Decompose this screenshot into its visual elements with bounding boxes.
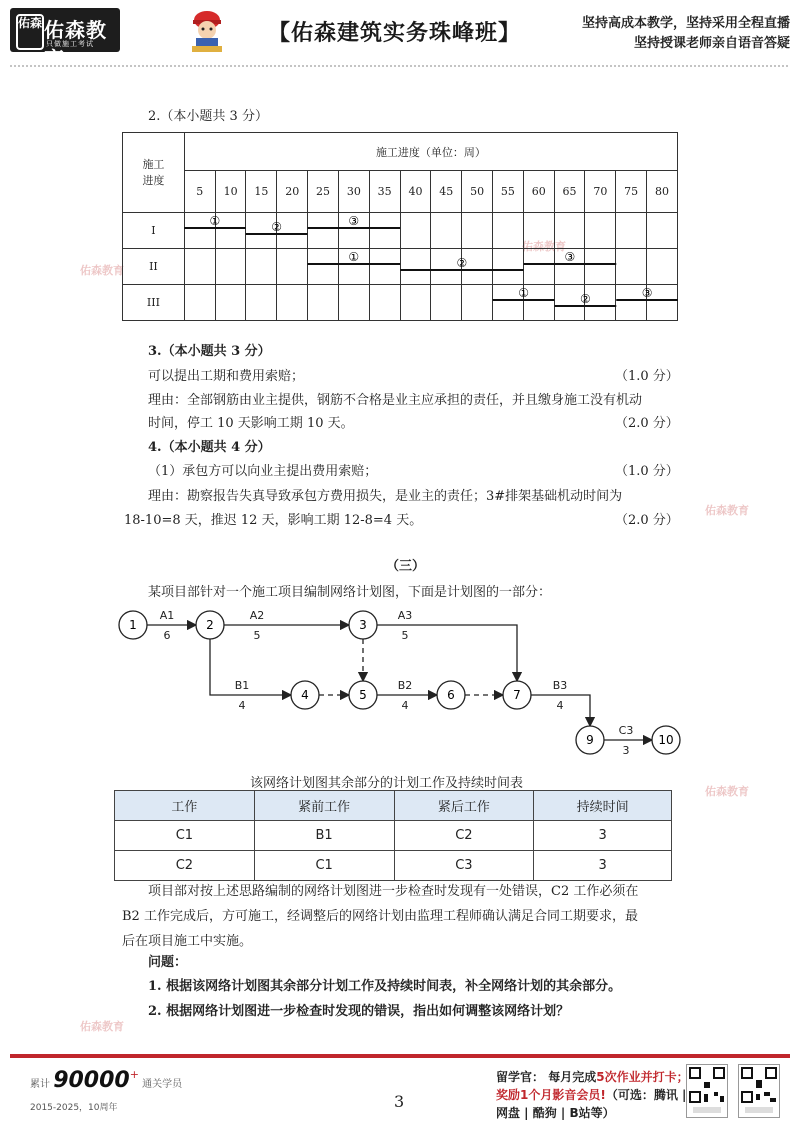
network-node-label: 2: [206, 618, 214, 632]
grid-cell: [338, 285, 369, 321]
work-table-header: 紧后工作: [394, 791, 534, 821]
grid-cell: [647, 285, 678, 321]
grid-cell: [338, 213, 369, 249]
para-line3: 后在项目施工中实施。: [122, 934, 253, 949]
grid-cell: [308, 285, 339, 321]
q4-line3: 18-10=8 天，推迟 12 天，影响工期 12-8=4 天。: [124, 513, 423, 528]
grid-cell: [369, 285, 400, 321]
para-line1: 项目部对按上述思路编制的网络计划图进一步检查时发现有一处错误，C2 工作必须在: [148, 884, 639, 899]
work-table: [114, 790, 672, 881]
week-header: 5: [184, 171, 215, 213]
grid-cell: [462, 249, 493, 285]
gantt-bar-label: ①: [518, 286, 530, 300]
q3-heading: 3.（本小题共 3 分）: [148, 344, 271, 359]
activity-name: B3: [552, 679, 568, 692]
brand-logo: [10, 8, 120, 71]
q4-score1: （1.0 分）: [615, 464, 679, 479]
row-header-cell: [123, 133, 185, 213]
count-suffix: 通关学员: [142, 1079, 183, 1090]
footer-years: 2015-2025，10周年: [30, 1103, 118, 1113]
work-table-cell: C3: [394, 851, 534, 881]
para-line2: B2 工作完成后，方可施工，经调整后的网络计划由监理工程师确认满足合同工期要求，最: [122, 909, 638, 924]
grid-cell: [277, 249, 308, 285]
row-header: 施工进度: [142, 157, 165, 187]
grid-cell: [246, 213, 277, 249]
footer-bar: [10, 1054, 790, 1058]
section-intro: 某项目部针对一个施工项目编制网络计划图，下面是计划图的一部分：: [148, 585, 552, 600]
grid-cell: [492, 249, 523, 285]
promo-2a: 奖励1个月影音会员!: [496, 1088, 606, 1102]
grid-cell: [585, 249, 616, 285]
grid-cell: [523, 213, 554, 249]
watermark: 佑森教育: [705, 504, 749, 517]
grid-cell: [492, 213, 523, 249]
q3-score2: （2.0 分）: [615, 416, 679, 431]
page-number: 3: [394, 1092, 405, 1111]
grid-cell: [462, 285, 493, 321]
section-title: （三）: [386, 559, 426, 574]
network-node-label: 4: [301, 688, 309, 702]
work-table-header: 持续时间: [534, 791, 672, 821]
work-table-cell: C2: [394, 821, 534, 851]
activity-name: B2: [397, 679, 413, 692]
grid-cell: [215, 249, 246, 285]
grid-cell: [554, 213, 585, 249]
row-label: II: [123, 249, 185, 285]
week-header: 30: [338, 171, 369, 213]
grid-cell: [338, 249, 369, 285]
grid-cell: [647, 249, 678, 285]
watermark: 佑森教育: [522, 240, 566, 253]
activity-duration: 4: [238, 699, 246, 712]
gantt-bar-label: ②: [579, 292, 591, 306]
grid-cell: [184, 249, 215, 285]
week-header: 20: [277, 171, 308, 213]
grid-cell: [308, 249, 339, 285]
network-diagram: [0, 595, 800, 765]
header-slogans: [582, 14, 790, 54]
grid-cell: [277, 213, 308, 249]
grid-cell: [616, 285, 647, 321]
week-header: 40: [400, 171, 431, 213]
promo-3: 网盘 | 酷狗 | B站等）: [496, 1106, 615, 1120]
grid-cell: [215, 213, 246, 249]
gantt-bar-label: ②: [271, 220, 283, 234]
grid-cell: [184, 285, 215, 321]
q4-score2: （2.0 分）: [615, 513, 679, 528]
grid-cell: [246, 285, 277, 321]
q4-line1: （1）承包方可以向业主提出费用索赔；: [148, 464, 378, 479]
arrow-b1: [210, 639, 291, 695]
gantt-bar-label: ①: [209, 214, 221, 228]
qr-code-icon[interactable]: [738, 1064, 780, 1118]
week-header: 75: [616, 171, 647, 213]
count-number: 90000: [53, 1068, 130, 1093]
header-slogan-2: 坚持授课老师亲自语音答疑: [633, 36, 790, 51]
promo-1c: 5次作业并打卡；: [596, 1070, 689, 1084]
grid-cell: [246, 249, 277, 285]
activity-name: A3: [397, 609, 413, 622]
q4-line2: 理由：勘察报告失真导致承包方费用损失，是业主的责任；3#排架基础机动时间为: [148, 489, 623, 504]
grid-cell: [431, 249, 462, 285]
activity-duration: 4: [401, 699, 409, 712]
mascot-illustration: [182, 6, 232, 56]
grid-cell: [215, 285, 246, 321]
footer-promo: [496, 1068, 689, 1122]
network-node-label: 10: [658, 733, 674, 747]
promo-2b: （可选：腾讯 |: [605, 1088, 687, 1102]
activity-duration: 6: [163, 629, 171, 642]
question-2: 2. 根据网络计划图进一步检查时发现的错误，指出如何调整该网络计划？: [148, 1004, 570, 1019]
week-header: 10: [215, 171, 246, 213]
row-label: III: [123, 285, 185, 321]
network-node-label: 1: [129, 618, 137, 632]
gantt-bar-label: ②: [456, 256, 468, 270]
network-node-label: 5: [359, 688, 367, 702]
grid-cell: [277, 285, 308, 321]
grid-cell: [431, 213, 462, 249]
logo-seal: 佑森: [16, 14, 44, 50]
week-header: 25: [308, 171, 339, 213]
network-node-label: 3: [359, 618, 367, 632]
activity-duration: 4: [556, 699, 564, 712]
count-plus: +: [129, 1068, 139, 1081]
q4-heading: 4.（本小题共 4 分）: [148, 440, 271, 455]
grid-cell: [523, 285, 554, 321]
grid-cell: [492, 285, 523, 321]
activity-name: A2: [249, 609, 265, 622]
watermark: 佑森教育: [80, 264, 124, 277]
promo-1a: 留学官：: [496, 1070, 545, 1084]
q2-heading: 2.（本小题共 3 分）: [148, 109, 268, 124]
activity-duration: 3: [622, 744, 630, 757]
work-table-cell: 3: [534, 821, 672, 851]
q3-line2: 理由：全部钢筋由业主提供，钢筋不合格是业主应承担的责任，并且缴身施工没有机动: [148, 393, 643, 408]
header-divider: [0, 62, 800, 72]
gantt-bar-label: ③: [348, 214, 360, 228]
grid-cell: [616, 249, 647, 285]
progress-table: [122, 132, 678, 321]
watermark: 佑森教育: [705, 785, 749, 798]
work-table-header: 工作: [115, 791, 255, 821]
grid-cell: [184, 213, 215, 249]
logo-tagline: 只做施工考试: [46, 40, 94, 48]
grid-cell: [308, 213, 339, 249]
grid-cell: [585, 285, 616, 321]
activity-name: C3: [618, 724, 634, 737]
week-header: 70: [585, 171, 616, 213]
grid-cell: [400, 213, 431, 249]
grid-cell: [554, 249, 585, 285]
network-node-label: 9: [586, 733, 594, 747]
footer-count: [30, 1068, 182, 1093]
network-node-label: 6: [447, 688, 455, 702]
work-table-cell: B1: [254, 821, 394, 851]
header-slogan-1: 坚持高成本教学，坚持采用全程直播: [581, 16, 790, 31]
network-node-label: 7: [513, 688, 521, 702]
grid-cell: [585, 213, 616, 249]
week-header: 45: [431, 171, 462, 213]
grid-cell: [369, 249, 400, 285]
work-table-cell: 3: [534, 851, 672, 881]
activity-name: B1: [234, 679, 250, 692]
gantt-bar-label: ③: [564, 250, 576, 264]
activity-duration: 5: [401, 629, 409, 642]
week-header: 80: [647, 171, 678, 213]
grid-cell: [431, 285, 462, 321]
work-table-header: 紧前工作: [254, 791, 394, 821]
col-header: 施工进度（单位：周）: [184, 133, 677, 171]
activity-name: A1: [159, 609, 175, 622]
grid-cell: [400, 285, 431, 321]
gantt-bar-label: ①: [348, 250, 360, 264]
watermark: 佑森教育: [80, 1020, 124, 1033]
grid-cell: [523, 249, 554, 285]
week-header: 60: [523, 171, 554, 213]
work-table-cell: C2: [115, 851, 255, 881]
logo-name: 佑森教育: [44, 18, 107, 71]
count-prefix: 累计: [30, 1079, 50, 1090]
work-table-cell: C1: [254, 851, 394, 881]
grid-cell: [462, 213, 493, 249]
week-header: 55: [492, 171, 523, 213]
grid-cell: [400, 249, 431, 285]
grid-cell: [647, 213, 678, 249]
header-title: 【佑森建筑实务珠峰班】: [268, 21, 522, 46]
question-1: 1. 根据该网络计划图其余部分计划工作及持续时间表，补全网络计划的其余部分。: [148, 979, 622, 994]
week-header: 15: [246, 171, 277, 213]
q3-line3: 时间，停工 10 天影响工期 10 天。: [148, 416, 354, 431]
arrow-a3: [377, 625, 517, 681]
grid-cell: [554, 285, 585, 321]
week-header: 35: [369, 171, 400, 213]
grid-cell: [369, 213, 400, 249]
activity-duration: 5: [253, 629, 261, 642]
work-table-cell: C1: [115, 821, 255, 851]
q3-score1: （1.0 分）: [615, 369, 679, 384]
work-table-title: 该网络计划图其余部分的计划工作及持续时间表: [250, 776, 524, 791]
qr-code-icon[interactable]: [686, 1064, 728, 1118]
week-header: 50: [462, 171, 493, 213]
week-header: 65: [554, 171, 585, 213]
gantt-bar-label: ③: [641, 286, 653, 300]
q3-line1: 可以提出工期和费用索赔；: [148, 369, 305, 384]
questions-label: 问题：: [148, 955, 188, 970]
grid-cell: [616, 213, 647, 249]
promo-1b: 每月完成: [548, 1070, 597, 1084]
row-label: I: [123, 213, 185, 249]
